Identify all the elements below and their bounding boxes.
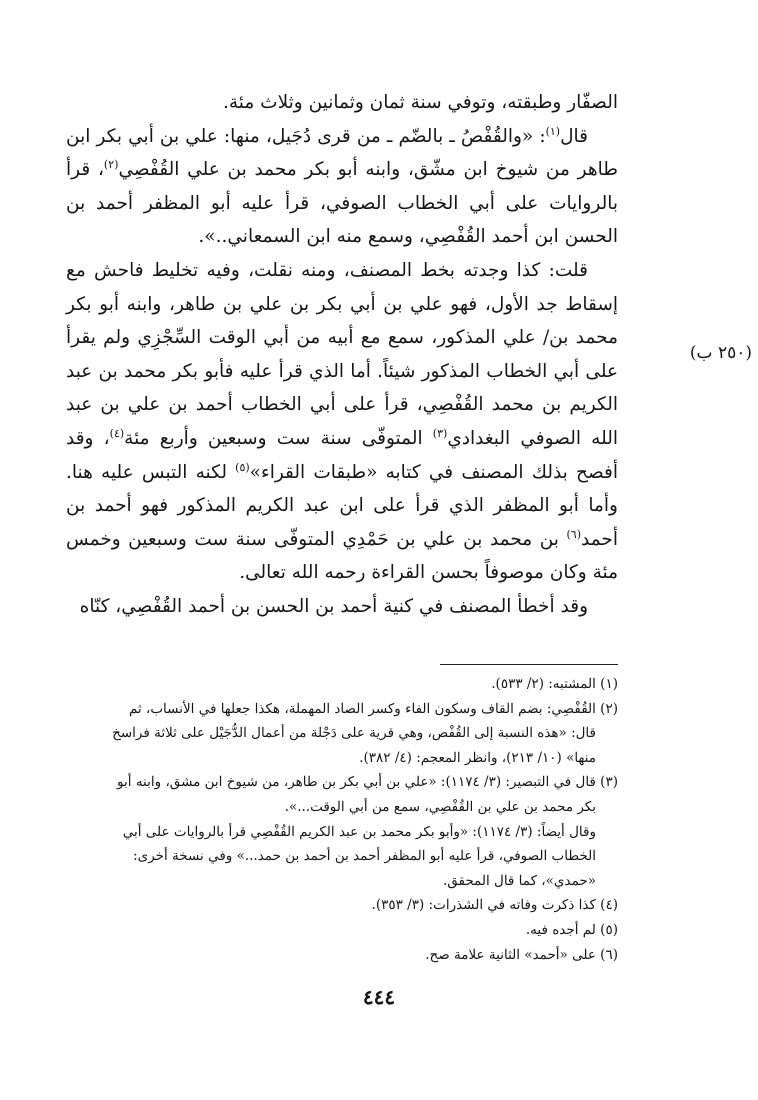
footnote-3-line-1: (٣) قال في التبصير: (٣/ ١١٧٤): «علي بن أبي بكر بن طاهر، من شيوخ ابن مشق، وابنه أبو — [117, 774, 618, 791]
paragraph-4: وقد أخطأ المصنف في كنية أحمد بن الحسن بن أحمد القُفْصِي، كنّاه — [79, 595, 588, 617]
manuscript-folio-marker: (٢٥٠ ب) — [689, 343, 752, 363]
footnote-6: (٦) على «أحمد» الثانية علامة صح. — [425, 946, 618, 963]
p3-text-c: ، وقد أفصح بذلك المصنف في كتابه «طبقات القراء» — [66, 427, 618, 483]
footnote-ref-2: (٢) — [103, 158, 119, 172]
paragraph-3 — [66, 254, 618, 590]
p3-text-d: لكنه التبس عليه هنا. وأما أبو المظفر الذي قرأ على ابن عبد الكريم المذكور فهو أحمد بن أحمد — [66, 461, 618, 550]
p3-text-a: قلت: كذا وجدته بخط المصنف، ومنه نقلت، وفيه تخليط فاحش مع إسقاط جد الأول، فهو علي بن أبي بكر بن علي بن طاهر، وابنه أبو بكر محمد بن/ علي المذكور، سمع مع أبيه من أبي الوقت السِّجْزِي ولم يقرأ على أبي الخطاب المذكور شيئاً. أما الذي قرأ عليه فأبو بكر محمد بن عبد الكريم بن محمد القُفْصِي، قرأ على أبي الخطاب أحمد بن علي بن عبد الله الصوفي البغدادي — [66, 259, 618, 449]
footnote-ref-3: (٣) — [432, 426, 448, 440]
p2-text-a: قال — [560, 125, 588, 147]
footnote-3-line-2: بكر محمد بن علي بن القُفْصِي، سمع من أبي الوقت...». — [284, 798, 596, 815]
footnote-ref-5: (٥) — [235, 460, 250, 474]
footnote-4: (٤) كذا ذكرت وفاته في الشذرات: (٣/ ٣٥٣). — [371, 897, 618, 914]
paragraph-1: الصفّار وطبقته، وتوفي سنة ثمان وثمانين وثلاث مئة. — [222, 92, 618, 113]
page-number: ٤٤٤ — [362, 985, 396, 1009]
main-text — [66, 86, 618, 624]
p3-text-b: المتوفّى سنة ست وسبعين وأربع مئة — [124, 427, 433, 449]
footnote-ref-6: (٦) — [566, 527, 582, 541]
footnote-3-line-5: «حمدي»، كما قال المحقق. — [442, 872, 596, 889]
footnote-2-line-2: قال: «هذه النسبة إلى القُفْص، وهي قرية على دَجْلة من أعمال الدُّجَيْل على ثلاثة فراسخ — [112, 725, 596, 742]
footnote-3-line-4: الخطاب الصوفي، قرأ عليه أبو المظفر أحمد بن أحمد بن حمد...» وفي نسخة أخرى: — [133, 848, 596, 865]
footnote-ref-1: (١) — [545, 124, 561, 138]
paragraph-2 — [66, 120, 618, 254]
footnote-3-line-3: وقال أيضاً: (٣/ ١١٧٤): «وأبو بكر محمد بن عبد الكريم القُفْصِي قرأ بالروايات على أبي — [122, 823, 596, 840]
footnote-5: (٥) لم أجده فيه. — [525, 921, 618, 938]
p2-text-c: ، قرأ بالروايات على أبي الخطاب الصوفي، قرأ عليه أبو المظفر أحمد بن الحسن ابن أحمد القُفْصِي، وسمع منه ابن السمعاني..». — [66, 159, 618, 248]
footnotes — [66, 672, 618, 967]
footnote-2-line-1: (٢) القُفْصِي: بضم القاف وسكون الفاء وكسر الصاد المهملة، هكذا جعلها في الأنساب، ثم — [128, 700, 618, 717]
footnote-1: (١) المشتبه: (٢/ ٥٣٣). — [491, 676, 618, 692]
footnote-divider — [440, 664, 618, 665]
footnote-2-line-3: منها» (١٠/ ٢١٣)، وانظر المعجم: (٤/ ٣٨٢). — [359, 749, 596, 766]
footnote-ref-4: (٤) — [109, 426, 125, 440]
p2-text-b: : «والقُفْصُ ـ بالضّم ـ من قرى دُجَيل، منها: علي بن أبي بكر ابن طاهر من شيوخ ابن مشّق، وابنه أبو بكر محمد بن علي القُفْصِي — [66, 125, 618, 181]
p3-text-e: بن محمد بن علي بن حَمْدِي المتوفّى سنة ست وسبعين وخمس مئة وكان موصوفاً بحسن القراءة رحمه الله تعالى. — [66, 528, 618, 584]
